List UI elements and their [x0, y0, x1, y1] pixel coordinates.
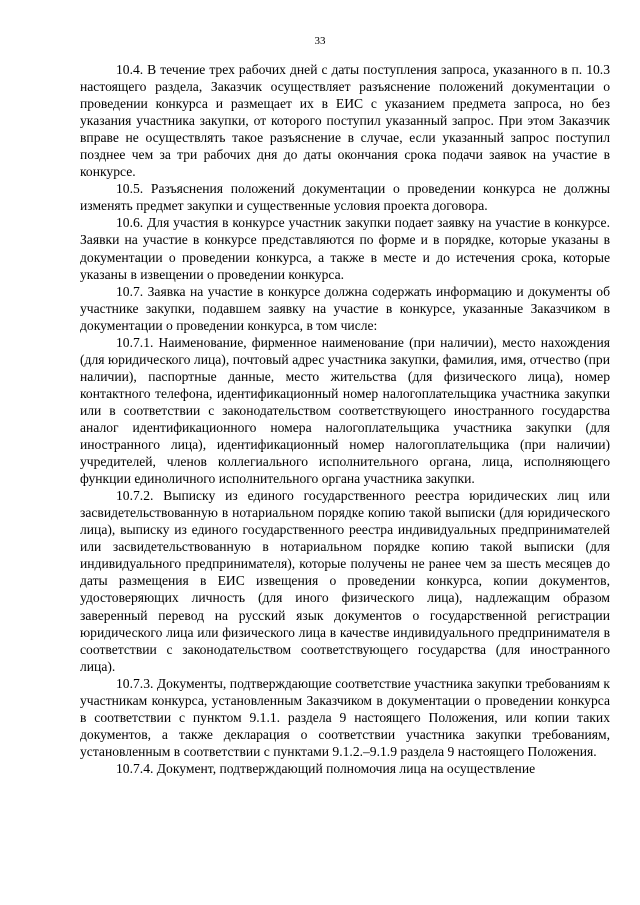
paragraph-10-7-3: 10.7.3. Документы, подтверждающие соответствие участника закупки требованиям к участникам конкурса, установленным Заказчиком в документации о проведении конкурса в соответствии с пунктом 9.1.1. раздела 9 настоящего Положения, или копии таких документов, а также декларация о соответствии участника закупки требованиям, установленным в соответствии с пунктами 9.1.2.–9.1.9 раздела 9 настоящего Положения.	[80, 675, 610, 759]
paragraph-10-7-1: 10.7.1. Наименование, фирменное наименование (при наличии), место нахождения (для юридического лица), почтовый адрес участника закупки, фамилия, имя, отчество (при наличии), паспортные данные, место жительства (для физического лица), номер контактного телефона, идентификационный номер налогоплательщика участника закупки или в соответствии с законодательством соответствующего иностранного государства аналог идентификационного номера налогоплательщика участника закупки (для иностранного лица), идентификационный номер налогоплательщика (при наличии) учредителей, членов коллегиального исполнительного органа, лица, исполняющего функции единоличного исполнительного органа участника закупки.	[80, 334, 610, 487]
paragraph-10-7-4: 10.7.4. Документ, подтверждающий полномочия лица на осуществление	[116, 760, 536, 776]
paragraph-10-5: 10.5. Разъяснения положений документации о проведении конкурса не должны изменять предмет закупки и существенные условия проекта договора.	[80, 181, 610, 214]
paragraph-10-6: 10.6. Для участия в конкурсе участник закупки подает заявку на участие в конкурсе. Заявки на участие в конкурсе представляются по форме и в порядке, которые указаны в документации о проведении конкурса, а также в месте и до истечения срока, которые указаны в извещении о проведении конкурса.	[80, 215, 610, 282]
paragraph-10-7: 10.7. Заявка на участие в конкурсе должна содержать информацию и документы об участнике закупки, подавшем заявку на участие в конкурсе, указанные Заказчиком в документации о проведении конкурса, в том числе:	[80, 283, 610, 333]
page-number: 33	[314, 35, 326, 47]
paragraph-10-7-2: 10.7.2. Выписку из единого государственного реестра юридических лиц или засвидетельствованную в нотариальном порядке копию такой выписки (для юридического лица), выписку из единого государственного реестра индивидуальных предпринимателей или засвидетельствованную в нотариальном порядке копию такой выписки (для индивидуального предпринимателя), которые получены не ранее чем за шесть месяцев до даты размещения в ЕИС извещения о проведении конкурса, копии документов, удостоверяющих личность (для иного физического лица), надлежащим образом заверенный перевод на русский язык документов о государственной регистрации юридического лица или физического лица в качестве индивидуального предпринимателя в соответствии с законодательством соответствующего государства (для иностранного лица).	[80, 488, 610, 674]
document-body	[80, 61, 610, 777]
paragraph-10-4: 10.4. В течение трех рабочих дней с даты поступления запроса, указанного в п. 10.3 настоящего раздела, Заказчик осуществляет разъяснение положений документации о проведении конкурса и размещает их в ЕИС с указанием предмета запроса, но без указания участника закупки, от которого поступил указанный запрос. При этом Заказчик вправе не осуществлять такое разъяснение в случае, если указанный запрос поступил позднее чем за три рабочих дня до даты окончания срока подачи заявок на участие в конкурсе.	[80, 62, 610, 180]
